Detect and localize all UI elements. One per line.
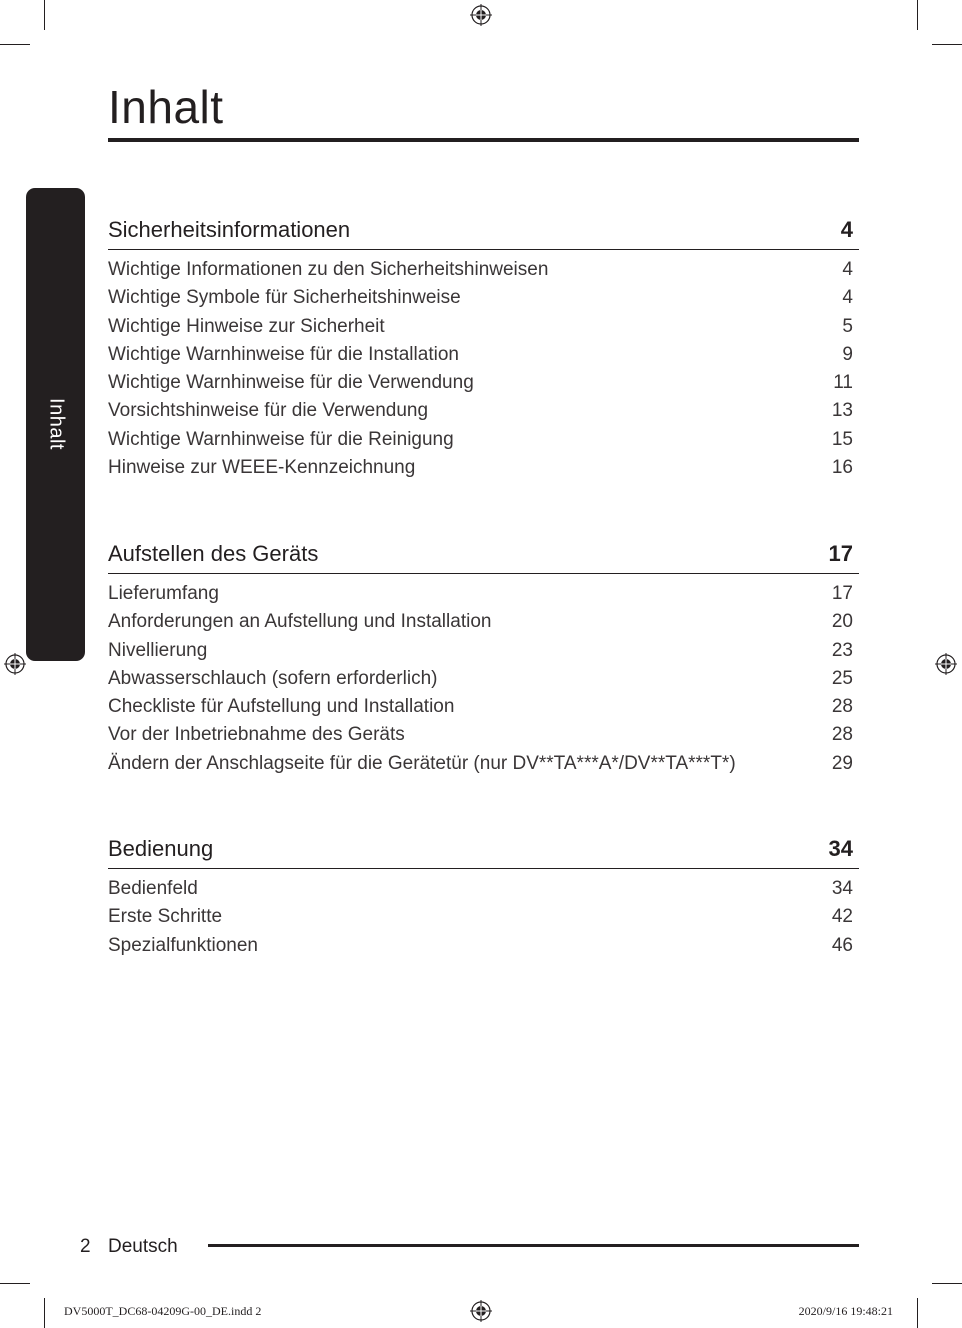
toc-entry [108, 750, 859, 778]
footer-language: Deutsch [108, 1236, 178, 1257]
toc-entry-title: Wichtige Informationen zu den Sicherheitshinweisen [108, 259, 549, 280]
toc-entry-title: Lieferumfang [108, 583, 219, 604]
toc-entry-list [108, 875, 859, 960]
toc-entry [108, 313, 859, 341]
toc-entry-title: Vorsichtshinweise für die Verwendung [108, 400, 429, 422]
toc-entry-page: 42 [831, 906, 853, 928]
page-title: Inhalt [108, 81, 224, 133]
toc-entry-title: Abwasserschlauch (sofern erforderlich) [108, 667, 438, 689]
toc-entry-page: 25 [831, 667, 853, 689]
toc-entry-page: 46 [831, 934, 853, 956]
toc-entry-page: 13 [831, 400, 853, 422]
crop-mark [932, 44, 962, 45]
toc-entry-page: 16 [831, 457, 853, 479]
toc-entry-page: 20 [831, 611, 853, 633]
toc-entry-title: Anforderungen an Aufstellung und Installation [108, 611, 492, 633]
toc-entry-page: 11 [833, 372, 853, 394]
footer-rule [208, 1244, 859, 1247]
registration-mark-icon [470, 1300, 492, 1322]
toc-entry-list [108, 580, 859, 778]
section-page-number: 34 [828, 836, 853, 861]
toc-entry [108, 875, 859, 903]
toc-entry-page: 9 [842, 343, 853, 365]
toc-entry-title: Checkliste für Aufstellung und Installation [108, 696, 455, 718]
toc-entry [108, 284, 859, 312]
registration-mark-icon [935, 653, 957, 675]
section-title: Bedienung [108, 836, 214, 861]
side-tab-label: Inhalt [45, 398, 67, 450]
toc-section [108, 830, 859, 960]
toc-entry-page: 17 [831, 583, 853, 604]
toc-entry-page: 23 [831, 639, 853, 661]
toc-entry-title: Wichtige Warnhinweise für die Installation [108, 343, 459, 365]
toc-entry [108, 397, 859, 425]
toc-entry-page: 4 [842, 287, 853, 309]
toc-entry-title: Vor der Inbetriebnahme des Geräts [108, 724, 405, 746]
toc-entry [108, 608, 859, 636]
crop-mark [932, 1283, 962, 1284]
toc-entry [108, 369, 859, 397]
toc-entry-page: 28 [831, 724, 853, 746]
registration-mark-icon [4, 653, 26, 675]
toc-entry-title: Bedienfeld [108, 878, 198, 899]
toc-entry [108, 426, 859, 454]
toc-entry [108, 693, 859, 721]
toc-entry-title: Nivellierung [108, 639, 208, 661]
section-page-number: 17 [828, 541, 853, 566]
toc-entry-page: 29 [831, 752, 853, 774]
toc-entry [108, 637, 859, 665]
section-heading [108, 535, 859, 574]
toc-entry-title: Wichtige Hinweise zur Sicherheit [108, 315, 385, 337]
print-slug-file: DV5000T_DC68-04209G-00_DE.indd 2 [64, 1304, 262, 1318]
registration-mark-icon [470, 4, 492, 26]
toc-entry [108, 256, 859, 284]
crop-mark [917, 1298, 918, 1328]
toc-section [108, 535, 859, 778]
toc-entry [108, 903, 859, 931]
toc-entry-page: 4 [842, 259, 853, 280]
toc-entry-title: Ändern der Anschlagseite für die Gerätetür (nur DV**TA***A*/DV**TA***T*) [108, 752, 736, 774]
toc-entry [108, 665, 859, 693]
toc-entry-page: 34 [831, 878, 853, 899]
print-slug-timestamp: 2020/9/16 19:48:21 [798, 1304, 893, 1318]
toc-entry [108, 932, 859, 960]
section-title: Aufstellen des Geräts [108, 541, 319, 566]
title-rule [108, 138, 859, 142]
crop-mark [44, 1298, 45, 1328]
toc-entry [108, 341, 859, 369]
section-title: Sicherheitsinformationen [108, 217, 351, 242]
section-heading [108, 830, 859, 869]
crop-mark [0, 44, 30, 45]
crop-mark [917, 0, 918, 30]
toc-entry-title: Wichtige Warnhinweise für die Verwendung [108, 372, 474, 394]
footer-page-number: 2 [80, 1236, 91, 1257]
toc-entry-title: Erste Schritte [108, 906, 223, 928]
toc-entry-page: 15 [831, 428, 853, 450]
toc-entry-title: Hinweise zur WEEE-Kennzeichnung [108, 457, 416, 479]
toc-entry-title: Wichtige Symbole für Sicherheitshinweise [108, 287, 461, 309]
section-heading [108, 211, 859, 250]
toc-entry-page: 5 [842, 315, 853, 337]
crop-mark [0, 1283, 30, 1284]
toc-entry-page: 28 [831, 696, 853, 718]
toc-entry-title: Wichtige Warnhinweise für die Reinigung [108, 428, 454, 450]
toc-entry-list [108, 256, 859, 482]
toc-entry-title: Spezialfunktionen [108, 934, 258, 956]
side-tab [26, 188, 85, 661]
toc-entry [108, 580, 859, 608]
crop-mark [44, 0, 45, 30]
toc-entry [108, 454, 859, 482]
toc-entry [108, 721, 859, 749]
toc-section [108, 211, 859, 482]
section-page-number: 4 [840, 217, 853, 242]
